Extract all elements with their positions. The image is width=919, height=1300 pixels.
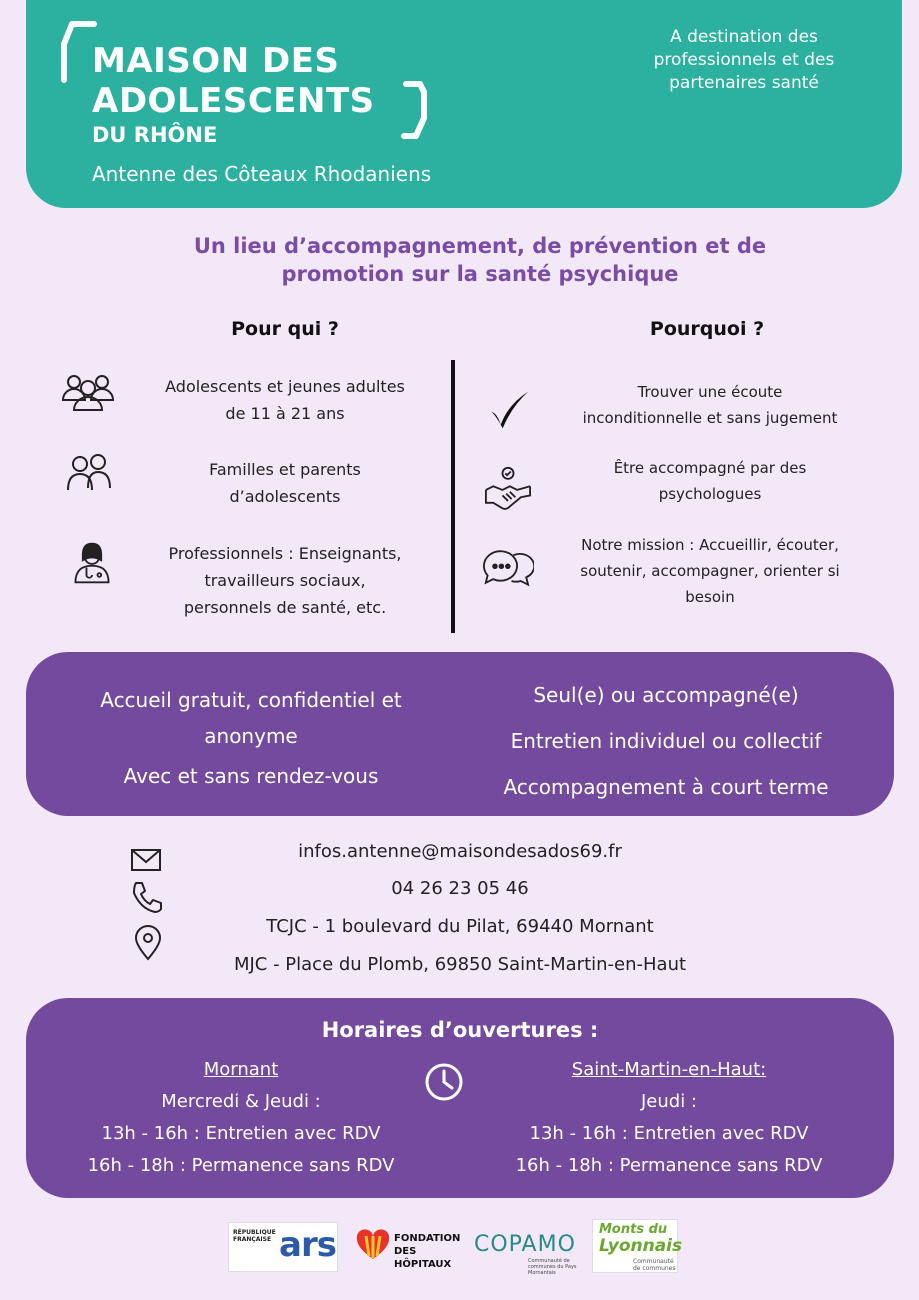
hours-slot: 13h - 16h : Entretien avec RDV [529,1123,809,1144]
item-line: Être accompagné par des [613,459,807,477]
service-line: Accueil gratuit, confidentiel et [100,688,402,712]
tagline-line: Un lieu d’accompagnement, de prévention et de [193,234,767,258]
item-line: Notre mission : Accueillir, écouter, [581,536,839,554]
logo-title-line2: ADOLESCENTS [92,81,375,121]
antenne-name: Antenne des Côteaux Rhodaniens [92,162,432,186]
heart-icon [356,1228,390,1262]
hours-place: Saint-Martin-en-Haut: [571,1059,767,1080]
contact-email[interactable]: infos.antenne@maisondesados69.fr [298,841,622,862]
services-box [26,652,894,816]
item-line: soutenir, accompagner, orienter si [580,562,840,580]
pourquoi-item [560,379,860,431]
fondation-line: DES HÔPITAUX [394,1246,452,1270]
pourquoi-heading: Pourquoi ? [649,318,765,340]
item-line: Familles et parents [209,460,361,479]
item-line: inconditionnelle et sans jugement [582,409,838,427]
fondation-hopitaux-logo [356,1222,460,1272]
chat-bubbles-icon [478,546,534,592]
republique-francaise-text: RÉPUBLIQUE FRANÇAISE [233,1229,276,1243]
fondation-text [394,1232,460,1271]
tagline-line: promotion sur la santé psychique [281,262,679,286]
ars-wordmark: ars [279,1225,336,1265]
tagline [120,232,840,288]
audience-line: partenaires santé [669,73,819,93]
pour-qui-item [130,456,440,510]
audience-line: A destination des [670,27,818,47]
phone-icon [130,880,164,914]
group-people-icon [60,370,116,416]
hours-slot: 16h - 18h : Permanence sans RDV [515,1155,823,1176]
logo-title-line1: MAISON DES [92,41,340,81]
audience-line: professionnels et des [653,50,835,70]
services-left [46,682,456,794]
audience-note [624,26,864,95]
hours-smh [474,1054,864,1182]
family-icon [62,452,118,498]
services-right [466,672,866,810]
mdl-line3: Communauté de communes [633,1258,676,1272]
hours-title: Horaires d’ouvertures : [321,1018,599,1042]
column-divider [451,360,455,633]
pourquoi-item [560,455,860,507]
envelope-icon [130,848,162,872]
contact-address-smh: MJC - Place du Plomb, 69850 Saint-Martin-en-Haut [233,954,687,975]
service-line: anonyme [204,724,298,748]
logo-title-line3: DU RHÔNE [92,123,218,147]
contact-phone[interactable]: 04 26 23 05 46 [391,878,529,899]
hours-slot: 13h - 16h : Entretien avec RDV [101,1123,381,1144]
item-line: travailleurs sociaux, [204,571,366,590]
checkmark-icon [482,386,538,432]
clock-icon [424,1062,464,1102]
mdl-line2: Lyonnais [599,1236,683,1256]
ars-logo [228,1222,338,1272]
fondation-line: FONDATION [394,1233,461,1244]
hours-place: Mornant [203,1059,279,1080]
item-line: personnels de santé, etc. [183,598,387,617]
hours-mornant [46,1054,436,1182]
item-line: Adolescents et jeunes adultes [165,377,405,396]
item-line: de 11 à 21 ans [225,404,345,423]
service-line: Entretien individuel ou collectif [510,729,822,753]
service-line: Seul(e) ou accompagné(e) [533,683,799,707]
copamo-logo [472,1222,580,1276]
copamo-subtitle: Communauté de communes du Pays Mornantais [528,1258,577,1276]
pour-qui-item [130,540,440,621]
handshake-icon [480,466,536,512]
item-line: psychologues [658,485,762,503]
header-banner [26,0,902,208]
doctor-icon [64,540,120,586]
item-line: d’adolescents [229,487,341,506]
item-line: besoin [685,588,735,606]
contact-address-mornant: TCJC - 1 boulevard du Pilat, 69440 Mornant [266,916,654,937]
monts-du-lyonnais-logo [592,1219,683,1273]
hours-box [26,998,894,1198]
hours-days: Jeudi : [640,1091,697,1112]
hours-days: Mercredi & Jeudi : [161,1091,321,1112]
pour-qui-item [130,373,440,427]
location-pin-icon [134,925,162,961]
item-line: Trouver une écoute [637,383,783,401]
pour-qui-heading: Pour qui ? [231,318,339,340]
service-line: Accompagnement à court terme [503,775,829,799]
copamo-wordmark: COPAMO [474,1232,576,1257]
item-line: Professionnels : Enseignants, [168,544,402,563]
mdl-line1: Monts du [599,1222,668,1237]
pourquoi-item [560,532,860,610]
service-line: Avec et sans rendez-vous [123,764,379,788]
logo-bracket-right-icon [398,80,428,142]
hours-slot: 16h - 18h : Permanence sans RDV [87,1155,395,1176]
